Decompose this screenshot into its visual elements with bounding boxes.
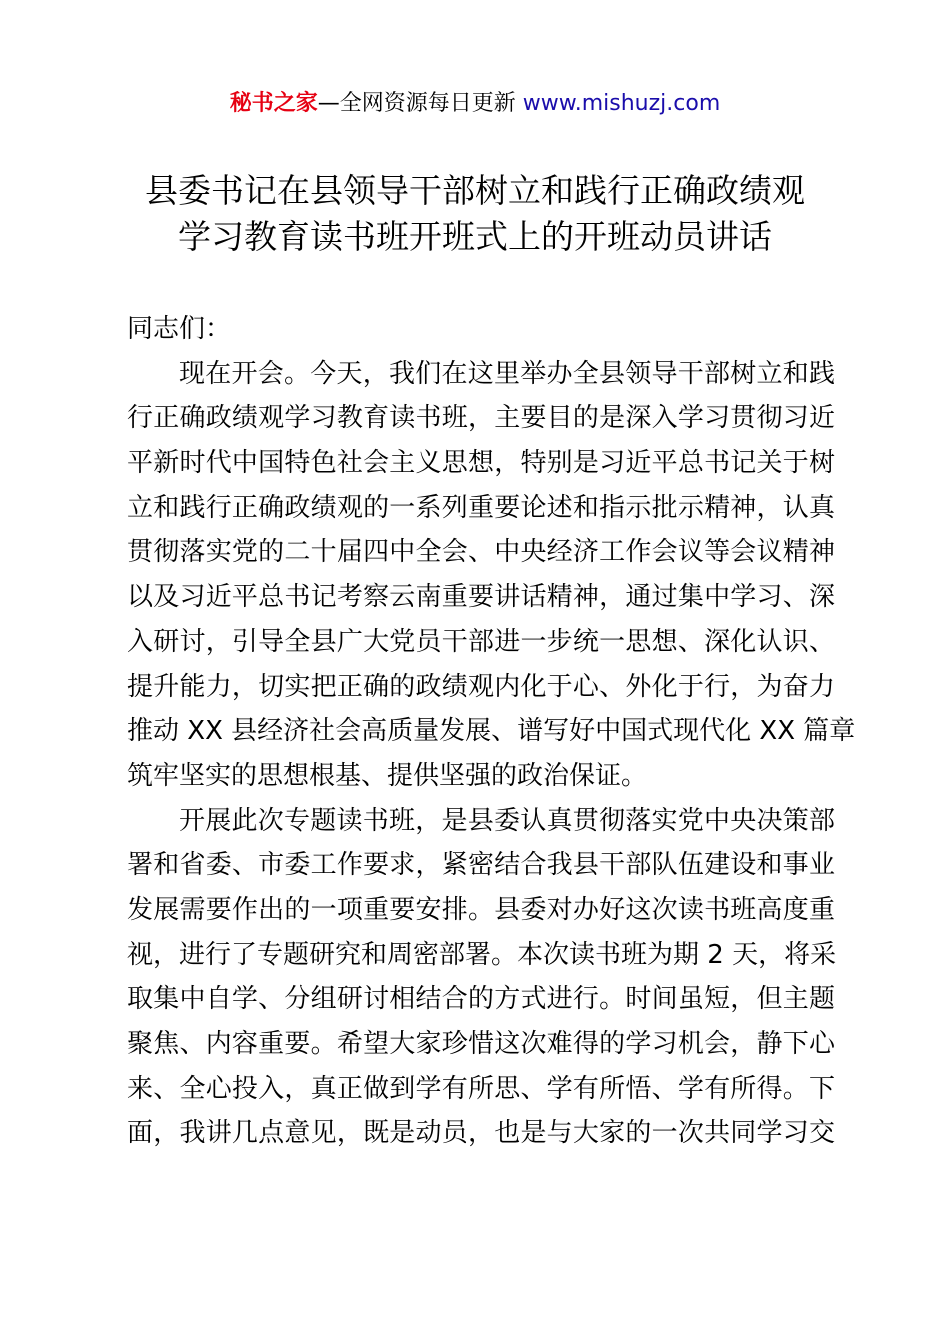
document-body bbox=[127, 307, 856, 1156]
document-title bbox=[95, 168, 855, 260]
site-header bbox=[0, 88, 950, 120]
paragraph-1 bbox=[127, 352, 856, 799]
paragraph-line: 发展需要作出的一项重要安排。县委对办好这次读书班高度重 bbox=[127, 894, 835, 925]
paragraph-line: 入研讨，引导全县广大党员干部进一步统一思想、深化认识、 bbox=[127, 626, 835, 657]
paragraph-line: 面，我讲几点意见，既是动员，也是与大家的一次共同学习交 bbox=[127, 1118, 835, 1149]
paragraph-line: 筑牢坚实的思想根基、提供坚强的政治保证。 bbox=[127, 760, 648, 791]
paragraph-line: 立和践行正确政绩观的一系列重要论述和指示批示精神，认真 bbox=[127, 492, 835, 523]
paragraph-line: 贯彻落实党的二十届四中全会、中央经济工作会议等会议精神 bbox=[127, 537, 835, 568]
paragraph-line: 视，进行了专题研究和周密部署。本次读书班为期 2 天，将采 bbox=[127, 939, 837, 970]
paragraph-line: 聚焦、内容重要。希望大家珍惜这次难得的学习机会，静下心 bbox=[127, 1029, 835, 1059]
title-line-2: 学习教育读书班开班式上的开班动员讲话 bbox=[178, 217, 772, 256]
paragraph-line: 以及习近平总书记考察云南重要讲话精神，通过集中学习、深 bbox=[127, 582, 835, 613]
paragraph-line: 行正确政绩观学习教育读书班，主要目的是深入学习贯彻习近 bbox=[127, 403, 835, 434]
paragraph-line: 取集中自学、分组研讨相结合的方式进行。时间虽短，但主题 bbox=[127, 984, 835, 1015]
site-url-link[interactable]: www.mishuzj.com bbox=[522, 91, 721, 116]
paragraph-line: 现在开会。今天，我们在这里举办全县领导干部树立和践 bbox=[179, 358, 835, 389]
site-tagline: —全网资源每日更新 bbox=[317, 91, 523, 116]
paragraph-line: 署和省委、市委工作要求，紧密结合我县干部队伍建设和事业 bbox=[127, 850, 835, 881]
paragraph-line: 平新时代中国特色社会主义思想，特别是习近平总书记关于树 bbox=[127, 448, 835, 479]
salutation: 同志们： bbox=[127, 314, 232, 344]
paragraph-line: 提升能力，切实把正确的政绩观内化于心、外化于行，为奋力 bbox=[127, 671, 835, 702]
site-brand: 秘书之家 bbox=[229, 91, 318, 116]
paragraph-line: 来、全心投入，真正做到学有所思、学有所悟、学有所得。下 bbox=[127, 1073, 835, 1104]
paragraph-line: 推动 XX 县经济社会高质量发展、谱写好中国式现代化 XX 篇章 bbox=[127, 716, 856, 747]
paragraph-2 bbox=[127, 799, 835, 1157]
paragraph-line: 开展此次专题读书班，是县委认真贯彻落实党中央决策部 bbox=[179, 805, 835, 836]
title-line-1: 县委书记在县领导干部树立和践行正确政绩观 bbox=[145, 171, 805, 210]
